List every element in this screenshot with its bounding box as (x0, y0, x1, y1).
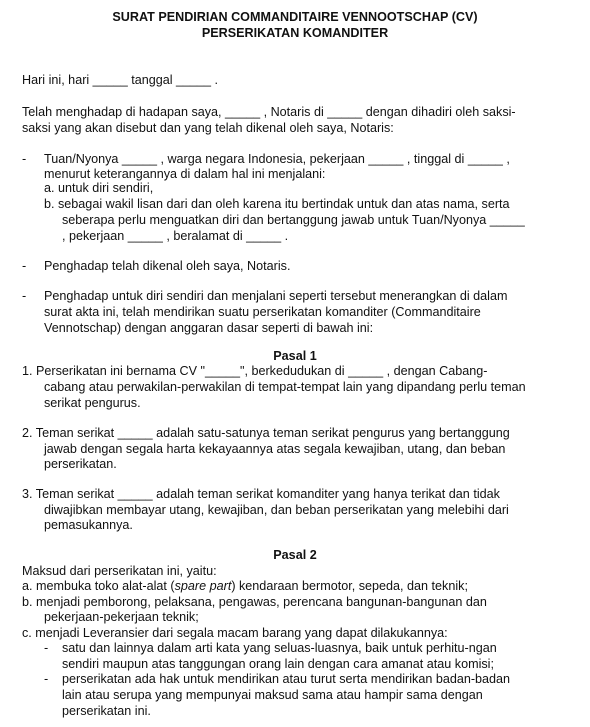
item1-line-2: menurut keterangannya di dalam hal ini menjalani: (44, 167, 326, 181)
list-bullet: - (44, 672, 49, 686)
intro-line-2: saksi yang akan disebut dan yang telah dikenal oleh saya, Notaris: (22, 121, 394, 135)
pasal1-clause-3-line-2: diwajibkan membayar utang, kewajiban, dan beban perserikatan yang melebihi dari (44, 503, 509, 517)
item1-option-b-line-3: , pekerjaan _____ , beralamat di _____ . (62, 229, 289, 243)
item3-line-3: Vennotschap) dengan anggaran dasar seperti di bawah ini: (44, 321, 374, 335)
pasal2-item-c1-line-2: sendiri maupun atas tanggungan orang lain dengan cara amanat atau komisi; (62, 657, 494, 671)
pasal1-clause-3-line-1: 3. Teman serikat _____ adalah teman serikat komanditer yang hanya terikat dan tidak (22, 487, 500, 501)
pasal2-item-c2-line-2: lain atau serupa yang mempunyai maksud sama atau hampir sama dengan (62, 688, 483, 702)
pasal2-item-c2-line-3: perserikatan ini. (62, 704, 151, 718)
pasal-1-heading: Pasal 1 (273, 349, 317, 363)
list-bullet: - (22, 152, 27, 166)
item3-line-1: Penghadap untuk diri sendiri dan menjalani seperti tersebut menerangkan di dalam (44, 289, 508, 303)
document-subtitle: PERSERIKATAN KOMANDITER (201, 26, 389, 40)
item3-line-2: surat akta ini, telah mendirikan suatu perserikatan komanditer (Commanditaire (44, 305, 481, 319)
pasal2-intro: Maksud dari perserikatan ini, yaitu: (22, 564, 217, 578)
list-bullet: - (44, 641, 49, 655)
item1-line-1: Tuan/Nyonya _____ , warga negara Indonesia, pekerjaan _____ , tinggal di _____ , (44, 152, 510, 166)
pasal2-item-c: c. menjadi Leveransier dari segala macam barang yang dapat dilakukannya: (22, 626, 448, 640)
pasal2-item-c1-line-1: satu dan lainnya dalam arti kata yang seluas-luasnya, baik untuk perhitu-ngan (62, 641, 497, 655)
item2-text: Penghadap telah dikenal oleh saya, Notaris. (44, 259, 291, 273)
item1-option-a: a. untuk diri sendiri, (44, 181, 154, 195)
item1-option-b-line-2: seberapa perlu menguatkan diri dan bertanggung jawab untuk Tuan/Nyonya _____ (62, 213, 525, 227)
pasal2-item-b-line-2: pekerjaan-pekerjaan teknik; (44, 610, 199, 624)
pasal1-clause-2-line-1: 2. Teman serikat _____ adalah satu-satunya teman serikat pengurus yang bertanggung (22, 426, 510, 440)
pasal2-item-c2-line-1: perserikatan ada hak untuk mendirikan atau turut serta mendirikan badan-badan (62, 672, 511, 686)
pasal1-clause-1-line-2: cabang atau perwakilan-perwakilan di tempat-tempat lain yang dipandang perlu teman (44, 380, 526, 394)
item1-option-b-line-1: b. sebagai wakil lisan dari dan oleh karena itu bertindak untuk dan atas nama, serta (44, 197, 510, 211)
pasal1-clause-2-line-2: jawab dengan segala harta kekayaannya atas segala kewajiban, utang, dan beban (44, 442, 506, 456)
pasal2-item-a-italic: spare part (174, 579, 232, 593)
list-bullet: - (22, 289, 27, 303)
list-bullet: - (22, 259, 27, 273)
pasal2-item-a (22, 579, 468, 595)
document-title: SURAT PENDIRIAN COMMANDITAIRE VENNOOTSCHAP (CV) (112, 10, 478, 24)
pasal2-item-a-pre: a. membuka toko alat-alat ( (22, 579, 175, 593)
pasal2-item-b-line-1: b. menjadi pemborong, pelaksana, pengawas, perencana bangunan-bangunan dan (22, 595, 487, 609)
opening-line: Hari ini, hari _____ tanggal _____ . (22, 73, 219, 87)
pasal-2-heading: Pasal 2 (273, 548, 317, 562)
pasal1-clause-2-line-3: perserikatan. (44, 457, 117, 471)
pasal1-clause-3-line-3: pemasukannya. (44, 518, 133, 532)
intro-line-1: Telah menghadap di hadapan saya, _____ , Notaris di _____ dengan dihadiri oleh saksi- (22, 105, 516, 119)
pasal1-clause-1-line-3: serikat pengurus. (44, 396, 141, 410)
pasal1-clause-1-line-1: 1. Perserikatan ini bernama CV "_____", berkedudukan di _____ , dengan Cabang- (22, 364, 488, 378)
pasal2-item-a-post: ) kendaraan bermotor, sepeda, dan teknik; (231, 579, 468, 593)
